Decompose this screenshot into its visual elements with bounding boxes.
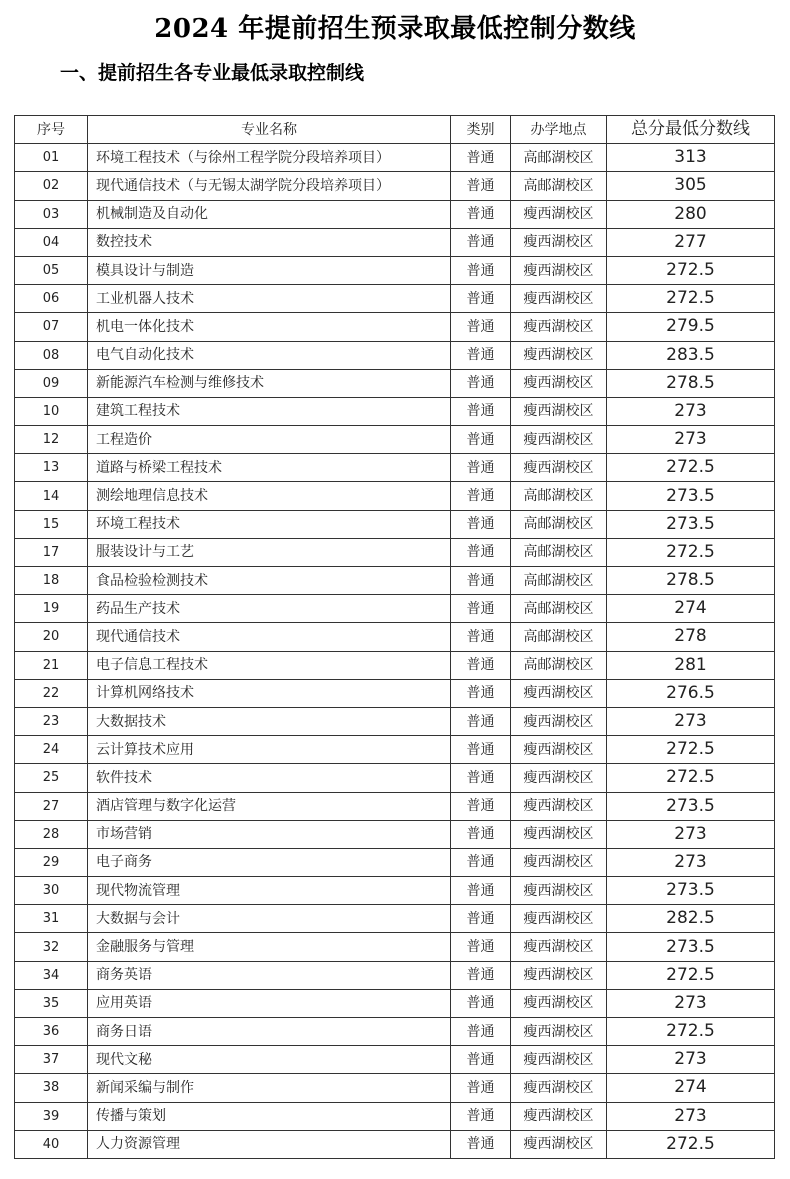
score-table (14, 115, 781, 1159)
table-row (15, 792, 781, 820)
table-row (15, 1102, 781, 1130)
category: 普通 (451, 764, 511, 792)
table-row (15, 341, 781, 369)
min-score: 273 (607, 707, 775, 735)
category: 普通 (451, 989, 511, 1017)
table-header-row (15, 116, 781, 144)
row-number: 18 (15, 567, 88, 595)
table-row (15, 1130, 781, 1158)
row-number: 04 (15, 228, 88, 256)
table-row (15, 144, 781, 172)
table-row (15, 764, 781, 792)
table-row (15, 595, 781, 623)
major-name: 现代通信技术 (88, 623, 451, 651)
major-name: 环境工程技术 (88, 510, 451, 538)
category: 普通 (451, 426, 511, 454)
major-name: 环境工程技术（与徐州工程学院分段培养项目） (88, 144, 451, 172)
row-number: 23 (15, 707, 88, 735)
campus-location: 瘦西湖校区 (511, 764, 607, 792)
min-score: 283.5 (607, 341, 775, 369)
row-number: 34 (15, 961, 88, 989)
row-number: 15 (15, 510, 88, 538)
min-score: 277 (607, 228, 775, 256)
category: 普通 (451, 1102, 511, 1130)
table-row (15, 228, 781, 256)
min-score: 274 (607, 595, 775, 623)
category: 普通 (451, 341, 511, 369)
row-number: 09 (15, 369, 88, 397)
category: 普通 (451, 1074, 511, 1102)
major-name: 机电一体化技术 (88, 313, 451, 341)
table-row (15, 285, 781, 313)
major-name: 电子商务 (88, 848, 451, 876)
table-row (15, 369, 781, 397)
campus-location: 瘦西湖校区 (511, 1102, 607, 1130)
min-score: 272.5 (607, 764, 775, 792)
header-no: 序号 (15, 116, 88, 144)
campus-location: 高邮湖校区 (511, 595, 607, 623)
campus-location: 高邮湖校区 (511, 567, 607, 595)
table-row (15, 1074, 781, 1102)
min-score: 273.5 (607, 482, 775, 510)
major-name: 道路与桥梁工程技术 (88, 454, 451, 482)
min-score: 274 (607, 1074, 775, 1102)
category: 普通 (451, 651, 511, 679)
min-score: 273 (607, 848, 775, 876)
category: 普通 (451, 1046, 511, 1074)
min-score: 273.5 (607, 510, 775, 538)
row-number: 19 (15, 595, 88, 623)
table-row (15, 905, 781, 933)
category: 普通 (451, 369, 511, 397)
min-score: 273 (607, 989, 775, 1017)
table-row (15, 426, 781, 454)
min-score: 281 (607, 651, 775, 679)
table-row (15, 172, 781, 200)
major-name: 新能源汽车检测与维修技术 (88, 369, 451, 397)
min-score: 273.5 (607, 933, 775, 961)
row-number: 24 (15, 736, 88, 764)
major-name: 大数据技术 (88, 707, 451, 735)
row-number: 06 (15, 285, 88, 313)
table-row (15, 567, 781, 595)
major-name: 云计算技术应用 (88, 736, 451, 764)
min-score: 305 (607, 172, 775, 200)
major-name: 软件技术 (88, 764, 451, 792)
row-number: 08 (15, 341, 88, 369)
major-name: 传播与策划 (88, 1102, 451, 1130)
table-row (15, 510, 781, 538)
category: 普通 (451, 933, 511, 961)
table-row (15, 848, 781, 876)
min-score: 272.5 (607, 538, 775, 566)
campus-location: 高邮湖校区 (511, 510, 607, 538)
category: 普通 (451, 313, 511, 341)
campus-location: 瘦西湖校区 (511, 736, 607, 764)
row-number: 02 (15, 172, 88, 200)
header-location: 办学地点 (511, 116, 607, 144)
major-name: 人力资源管理 (88, 1130, 451, 1158)
campus-location: 高邮湖校区 (511, 623, 607, 651)
min-score: 273.5 (607, 877, 775, 905)
row-number: 36 (15, 1018, 88, 1046)
major-name: 模具设计与制造 (88, 256, 451, 284)
major-name: 数控技术 (88, 228, 451, 256)
table-row (15, 989, 781, 1017)
category: 普通 (451, 905, 511, 933)
campus-location: 瘦西湖校区 (511, 256, 607, 284)
min-score: 278 (607, 623, 775, 651)
row-number: 07 (15, 313, 88, 341)
table-row (15, 707, 781, 735)
table-row (15, 877, 781, 905)
major-name: 新闻采编与制作 (88, 1074, 451, 1102)
category: 普通 (451, 482, 511, 510)
campus-location: 瘦西湖校区 (511, 1130, 607, 1158)
min-score: 272.5 (607, 736, 775, 764)
table-row (15, 313, 781, 341)
row-number: 14 (15, 482, 88, 510)
major-name: 商务日语 (88, 1018, 451, 1046)
major-name: 应用英语 (88, 989, 451, 1017)
min-score: 273 (607, 820, 775, 848)
category: 普通 (451, 792, 511, 820)
row-number: 37 (15, 1046, 88, 1074)
campus-location: 瘦西湖校区 (511, 961, 607, 989)
min-score: 276.5 (607, 679, 775, 707)
table-body (15, 144, 781, 1159)
campus-location: 瘦西湖校区 (511, 1046, 607, 1074)
min-score: 272.5 (607, 256, 775, 284)
min-score: 272.5 (607, 1130, 775, 1158)
row-number: 05 (15, 256, 88, 284)
row-number: 32 (15, 933, 88, 961)
table-row (15, 397, 781, 425)
major-name: 现代通信技术（与无锡太湖学院分段培养项目） (88, 172, 451, 200)
table-row (15, 651, 781, 679)
row-number: 29 (15, 848, 88, 876)
table-row (15, 1018, 781, 1046)
major-name: 现代物流管理 (88, 877, 451, 905)
campus-location: 瘦西湖校区 (511, 792, 607, 820)
major-name: 现代文秘 (88, 1046, 451, 1074)
category: 普通 (451, 454, 511, 482)
min-score: 272.5 (607, 961, 775, 989)
category: 普通 (451, 144, 511, 172)
campus-location: 瘦西湖校区 (511, 820, 607, 848)
header-min-score: 总分最低分数线 (607, 116, 775, 144)
table-row (15, 200, 781, 228)
category: 普通 (451, 623, 511, 651)
campus-location: 瘦西湖校区 (511, 228, 607, 256)
min-score: 279.5 (607, 313, 775, 341)
min-score: 273.5 (607, 792, 775, 820)
campus-location: 瘦西湖校区 (511, 313, 607, 341)
table-row (15, 1046, 781, 1074)
table-row (15, 454, 781, 482)
min-score: 272.5 (607, 1018, 775, 1046)
row-number: 38 (15, 1074, 88, 1102)
category: 普通 (451, 256, 511, 284)
row-number: 22 (15, 679, 88, 707)
campus-location: 高邮湖校区 (511, 651, 607, 679)
row-number: 39 (15, 1102, 88, 1130)
campus-location: 高邮湖校区 (511, 538, 607, 566)
campus-location: 瘦西湖校区 (511, 707, 607, 735)
category: 普通 (451, 1018, 511, 1046)
min-score: 282.5 (607, 905, 775, 933)
min-score: 273 (607, 1102, 775, 1130)
table-row (15, 933, 781, 961)
row-number: 17 (15, 538, 88, 566)
category: 普通 (451, 820, 511, 848)
campus-location: 高邮湖校区 (511, 172, 607, 200)
min-score: 313 (607, 144, 775, 172)
major-name: 酒店管理与数字化运营 (88, 792, 451, 820)
campus-location: 瘦西湖校区 (511, 1074, 607, 1102)
table-row (15, 679, 781, 707)
campus-location: 瘦西湖校区 (511, 397, 607, 425)
category: 普通 (451, 228, 511, 256)
category: 普通 (451, 285, 511, 313)
table-row (15, 961, 781, 989)
row-number: 03 (15, 200, 88, 228)
min-score: 278.5 (607, 567, 775, 595)
page-title: 2024 年提前招生预录取最低控制分数线 (154, 14, 636, 44)
major-name: 服装设计与工艺 (88, 538, 451, 566)
major-name: 商务英语 (88, 961, 451, 989)
row-number: 13 (15, 454, 88, 482)
category: 普通 (451, 961, 511, 989)
category: 普通 (451, 172, 511, 200)
major-name: 大数据与会计 (88, 905, 451, 933)
campus-location: 瘦西湖校区 (511, 200, 607, 228)
row-number: 30 (15, 877, 88, 905)
campus-location: 瘦西湖校区 (511, 285, 607, 313)
row-number: 21 (15, 651, 88, 679)
row-number: 12 (15, 426, 88, 454)
major-name: 食品检验检测技术 (88, 567, 451, 595)
min-score: 273 (607, 426, 775, 454)
campus-location: 高邮湖校区 (511, 482, 607, 510)
table-row (15, 736, 781, 764)
min-score: 278.5 (607, 369, 775, 397)
category: 普通 (451, 877, 511, 905)
category: 普通 (451, 567, 511, 595)
row-number: 27 (15, 792, 88, 820)
table-row (15, 482, 781, 510)
campus-location: 瘦西湖校区 (511, 877, 607, 905)
major-name: 药品生产技术 (88, 595, 451, 623)
campus-location: 高邮湖校区 (511, 144, 607, 172)
major-name: 市场营销 (88, 820, 451, 848)
header-major-name: 专业名称 (88, 116, 451, 144)
campus-location: 瘦西湖校区 (511, 1018, 607, 1046)
major-name: 工程造价 (88, 426, 451, 454)
row-number: 28 (15, 820, 88, 848)
table-row (15, 256, 781, 284)
min-score: 272.5 (607, 454, 775, 482)
category: 普通 (451, 538, 511, 566)
campus-location: 瘦西湖校区 (511, 933, 607, 961)
category: 普通 (451, 510, 511, 538)
campus-location: 瘦西湖校区 (511, 341, 607, 369)
campus-location: 瘦西湖校区 (511, 679, 607, 707)
major-name: 工业机器人技术 (88, 285, 451, 313)
major-name: 电子信息工程技术 (88, 651, 451, 679)
min-score: 273 (607, 397, 775, 425)
row-number: 25 (15, 764, 88, 792)
category: 普通 (451, 397, 511, 425)
row-number: 10 (15, 397, 88, 425)
category: 普通 (451, 200, 511, 228)
category: 普通 (451, 595, 511, 623)
major-name: 机械制造及自动化 (88, 200, 451, 228)
row-number: 31 (15, 905, 88, 933)
row-number: 01 (15, 144, 88, 172)
major-name: 金融服务与管理 (88, 933, 451, 961)
campus-location: 瘦西湖校区 (511, 989, 607, 1017)
campus-location: 瘦西湖校区 (511, 905, 607, 933)
header-category: 类别 (451, 116, 511, 144)
row-number: 35 (15, 989, 88, 1017)
major-name: 建筑工程技术 (88, 397, 451, 425)
category: 普通 (451, 1130, 511, 1158)
section-heading: 一、提前招生各专业最低录取控制线 (60, 62, 365, 84)
campus-location: 瘦西湖校区 (511, 369, 607, 397)
category: 普通 (451, 736, 511, 764)
row-number: 40 (15, 1130, 88, 1158)
major-name: 计算机网络技术 (88, 679, 451, 707)
category: 普通 (451, 679, 511, 707)
campus-location: 瘦西湖校区 (511, 454, 607, 482)
major-name: 电气自动化技术 (88, 341, 451, 369)
row-number: 20 (15, 623, 88, 651)
table-row (15, 820, 781, 848)
category: 普通 (451, 848, 511, 876)
min-score: 280 (607, 200, 775, 228)
campus-location: 瘦西湖校区 (511, 426, 607, 454)
category: 普通 (451, 707, 511, 735)
campus-location: 瘦西湖校区 (511, 848, 607, 876)
min-score: 272.5 (607, 285, 775, 313)
table-row (15, 623, 781, 651)
table-row (15, 538, 781, 566)
major-name: 测绘地理信息技术 (88, 482, 451, 510)
min-score: 273 (607, 1046, 775, 1074)
